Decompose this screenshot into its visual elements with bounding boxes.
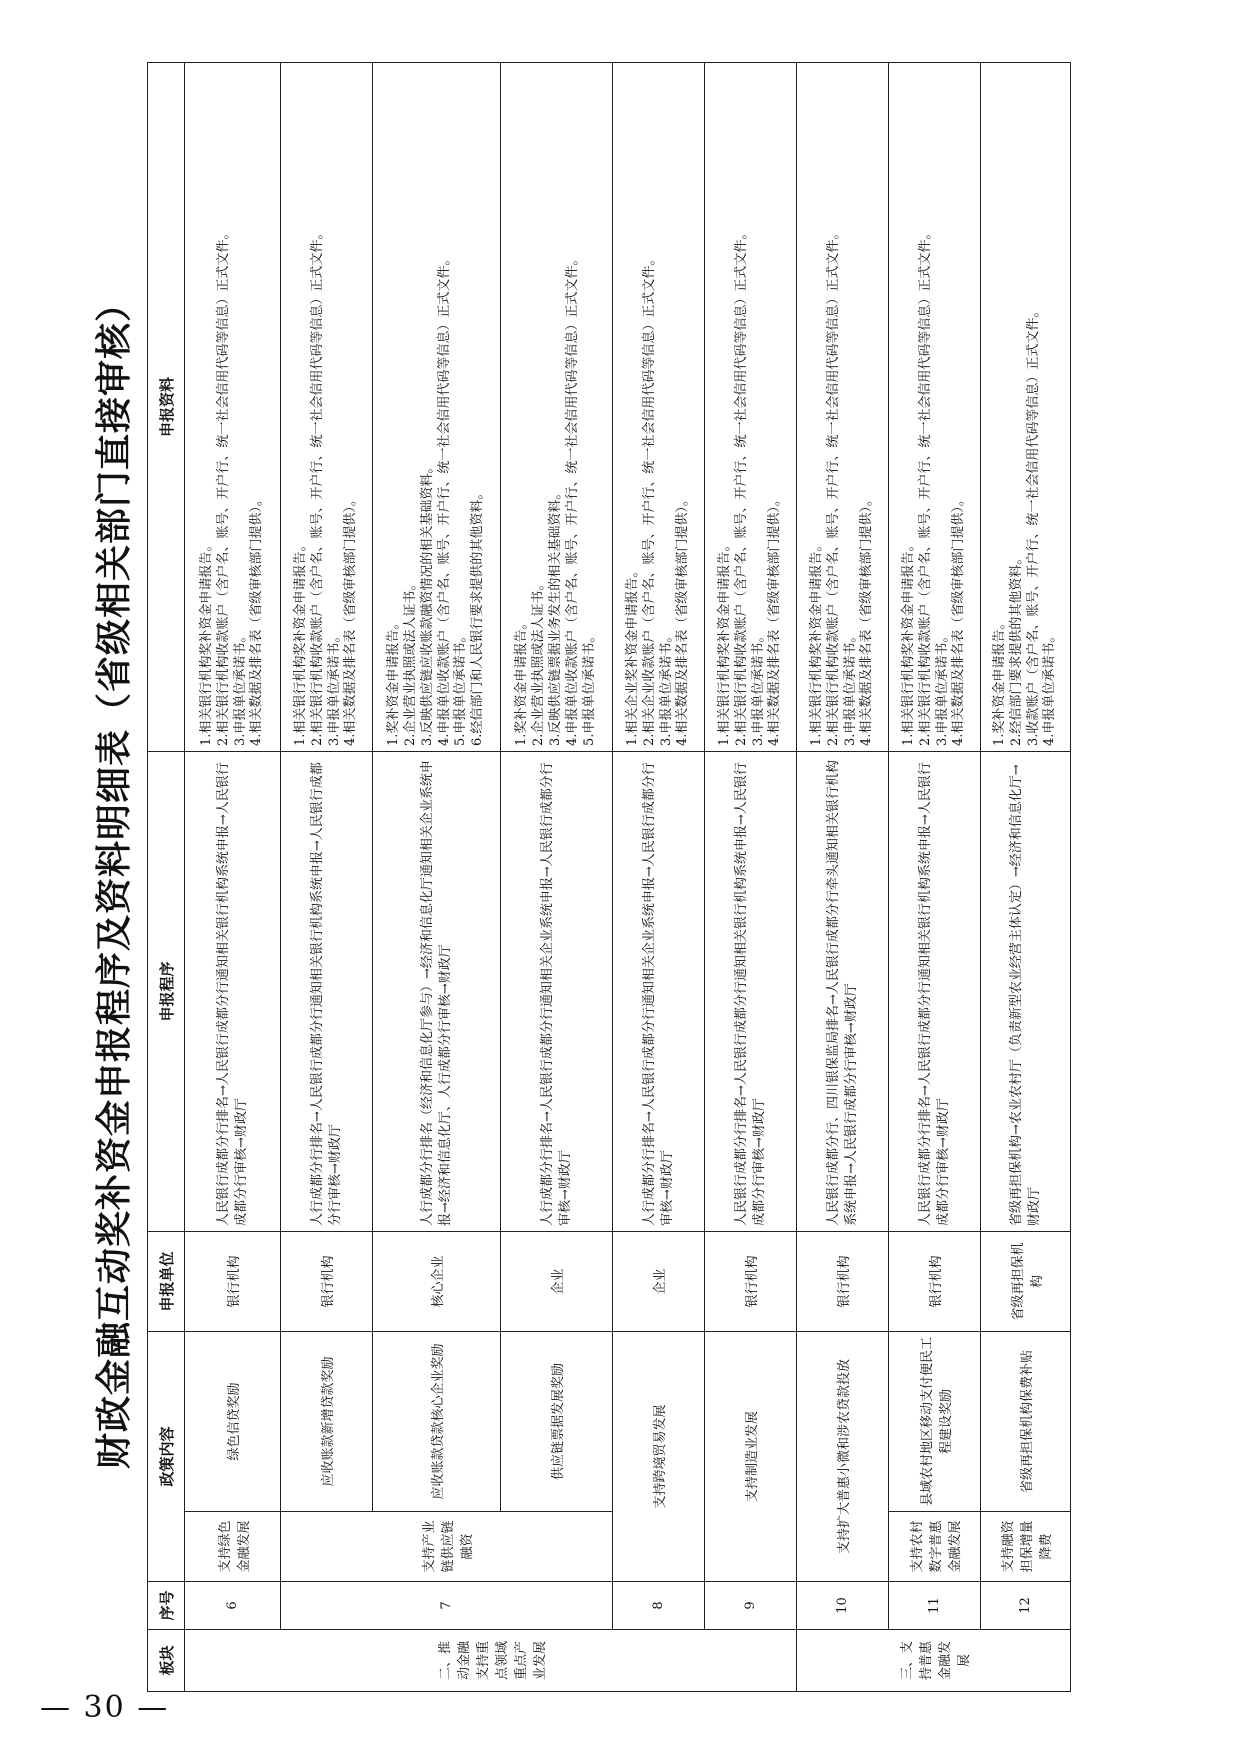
section-cell: 二、推动金融支持重点领域重点产业发展 xyxy=(185,1630,797,1692)
table-row xyxy=(501,63,613,1692)
row-policy: 支持扩大普惠小微和涉农贷款投放 xyxy=(797,1331,889,1581)
row-category: 支持农村数字普惠金融发展 xyxy=(889,1512,981,1582)
table-row xyxy=(981,63,1071,1692)
row-materials: 1.相关银行机构奖补资金申请报告。 2.相关银行机构收款账户（含户名、账号、开户行、统一社会信用代码等信息）正式文件。 3.申报单位承诺书。 4.相关数据及排名表（省级审核部门提供）。 xyxy=(185,63,281,752)
section-cell: 三、支持普惠金融发展 xyxy=(797,1630,1071,1692)
table-row xyxy=(797,63,889,1692)
row-policy: 绿色信贷奖励 xyxy=(185,1331,281,1511)
row-no: 8 xyxy=(613,1582,705,1630)
row-unit: 银行机构 xyxy=(281,1231,373,1331)
rotated-page xyxy=(80,62,1160,1692)
row-procedure: 人民银行成都分行排名→人民银行成都分行通知相关银行机构系统申报→人民银行成都分行审核→财政厅 xyxy=(185,751,281,1231)
document-title: 财政金融互动奖补资金申报程序及资料明细表（省级相关部门直接审核） xyxy=(93,285,135,1470)
row-category: 支持产业链供应链融资 xyxy=(281,1512,613,1582)
row-policy: 省级再担保机构保费补贴 xyxy=(981,1331,1071,1511)
row-unit: 银行机构 xyxy=(889,1231,981,1331)
row-policy: 县域农村地区移动支付便民工程建设奖励 xyxy=(889,1331,981,1511)
row-policy: 支持跨境贸易发展 xyxy=(613,1331,705,1581)
header-unit: 申报单位 xyxy=(148,1231,185,1331)
row-materials: 1.相关银行机构奖补资金申请报告。 2.相关银行机构收款账户（含户名、账号、开户行、统一社会信用代码等信息）正式文件。 3.申报单位承诺书。 4.相关数据及排名表（省级审核部门提供）。 xyxy=(797,63,889,752)
header-section: 板块 xyxy=(148,1630,185,1692)
row-unit: 企业 xyxy=(613,1231,705,1331)
row-procedure: 人民银行成都分行、四川银保监局排名→人民银行成都分行牵头通知相关银行机构系统申报→人民银行成都分行审核→财政厅 xyxy=(797,751,889,1231)
row-procedure: 人行成都分行排名→人民银行成都分行通知相关银行机构系统申报→人民银行成都分行审核→财政厅 xyxy=(281,751,373,1231)
row-policy: 应收账款新增贷款奖励 xyxy=(281,1331,373,1511)
row-procedure: 人行成都分行排名（经济和信息化厅参与）→经济和信息化厅通知相关企业系统申报→经济和信息化厅、人行成都分行审核→财政厅 xyxy=(373,751,501,1231)
row-unit: 银行机构 xyxy=(705,1231,797,1331)
row-policy: 支持制造业发展 xyxy=(705,1331,797,1581)
row-unit: 核心企业 xyxy=(373,1231,501,1331)
row-unit: 银行机构 xyxy=(797,1231,889,1331)
row-unit: 企业 xyxy=(501,1231,613,1331)
row-unit: 省级再担保机构 xyxy=(981,1231,1071,1331)
row-category: 支持融资担保增量降费 xyxy=(981,1512,1071,1582)
row-no: 10 xyxy=(797,1582,889,1630)
table-row xyxy=(373,63,501,1692)
row-materials: 1.奖补资金申请报告。 2.经信部门要求提供的其他资料。 3.收款账户（含户名、账号、开户行、统一社会信用代码等信息）正式文件。 4.申报单位承诺书。 xyxy=(981,63,1071,752)
row-no: 9 xyxy=(705,1582,797,1630)
table-row xyxy=(889,63,981,1692)
row-materials: 1.相关银行机构奖补资金申请报告。 2.相关银行机构收款账户（含户名、账号、开户行、统一社会信用代码等信息）正式文件。 3.申报单位承诺书。 4.相关数据及排名表（省级审核部门提供）。 xyxy=(889,63,981,752)
header-no: 序号 xyxy=(148,1582,185,1630)
page-number: — 30 — xyxy=(40,1690,170,1725)
row-materials: 1.奖补资金申请报告。 2.企业营业执照或法人证书。 3.反映供应链应收账款融资情况的相关基础资料。 4.申报单位收款账户（含户名、账号、开户行、统一社会信用代码等信息）正式文件。 5.申报单位承诺书。 6.经信部门和人民银行要求提供的其他资料。 xyxy=(373,63,501,752)
row-procedure: 人行成都分行排名→人民银行成都分行通知相关企业系统申报→人民银行成都分行审核→财政厅 xyxy=(613,751,705,1231)
row-materials: 1.相关企业奖补资金申请报告。 2.相关企业收款账户（含户名、账号、开户行、统一社会信用代码等信息）正式文件。 3.申报单位承诺书。 4.相关数据及排名表（省级审核部门提供）。 xyxy=(613,63,705,752)
table-row xyxy=(281,63,373,1692)
materials-table xyxy=(147,62,1071,1692)
row-procedure: 人行成都分行排名→人民银行成都分行通知相关企业系统申报→人民银行成都分行审核→财政厅 xyxy=(501,751,613,1231)
row-materials: 1.相关银行机构奖补资金申请报告。 2.相关银行机构收款账户（含户名、账号、开户行、统一社会信用代码等信息）正式文件。 3.申报单位承诺书。 4.相关数据及排名表（省级审核部门提供）。 xyxy=(705,63,797,752)
header-materials: 申报资料 xyxy=(148,63,185,752)
header-procedure: 申报程序 xyxy=(148,751,185,1231)
row-category: 支持绿色金融发展 xyxy=(185,1512,281,1582)
row-policy: 供应链票据发展奖励 xyxy=(501,1331,613,1511)
table-row xyxy=(185,63,281,1692)
row-no: 11 xyxy=(889,1582,981,1630)
row-no: 12 xyxy=(981,1582,1071,1630)
table-row xyxy=(705,63,797,1692)
row-unit: 银行机构 xyxy=(185,1231,281,1331)
row-materials: 1.奖补资金申请报告。 2.企业营业执照或法人证书。 3.反映供应链票据业务发生的相关基础资料。 4.申报单位收款账户（含户名、账号、开户行、统一社会信用代码等信息）正式文件。 5.申报单位承诺书。 xyxy=(501,63,613,752)
table-header-row xyxy=(148,63,185,1692)
row-no: 6 xyxy=(185,1582,281,1630)
row-materials: 1.相关银行机构奖补资金申请报告。 2.相关银行机构收款账户（含户名、账号、开户行、统一社会信用代码等信息）正式文件。 3.申报单位承诺书。 4.相关数据及排名表（省级审核部门提供）。 xyxy=(281,63,373,752)
header-policy: 政策内容 xyxy=(148,1331,185,1581)
row-no: 7 xyxy=(281,1582,613,1630)
table-row xyxy=(613,63,705,1692)
row-procedure: 人民银行成都分行排名→人民银行成都分行通知相关银行机构系统申报→人民银行成都分行审核→财政厅 xyxy=(889,751,981,1231)
row-policy: 应收账款贷款核心企业奖励 xyxy=(373,1331,501,1511)
row-procedure: 省级再担保机构→农业农村厅（负责新型农业经营主体认定）→经济和信息化厅→财政厅 xyxy=(981,751,1071,1231)
row-procedure: 人民银行成都分行排名→人民银行成都分行通知相关银行机构系统申报→人民银行成都分行审核→财政厅 xyxy=(705,751,797,1231)
